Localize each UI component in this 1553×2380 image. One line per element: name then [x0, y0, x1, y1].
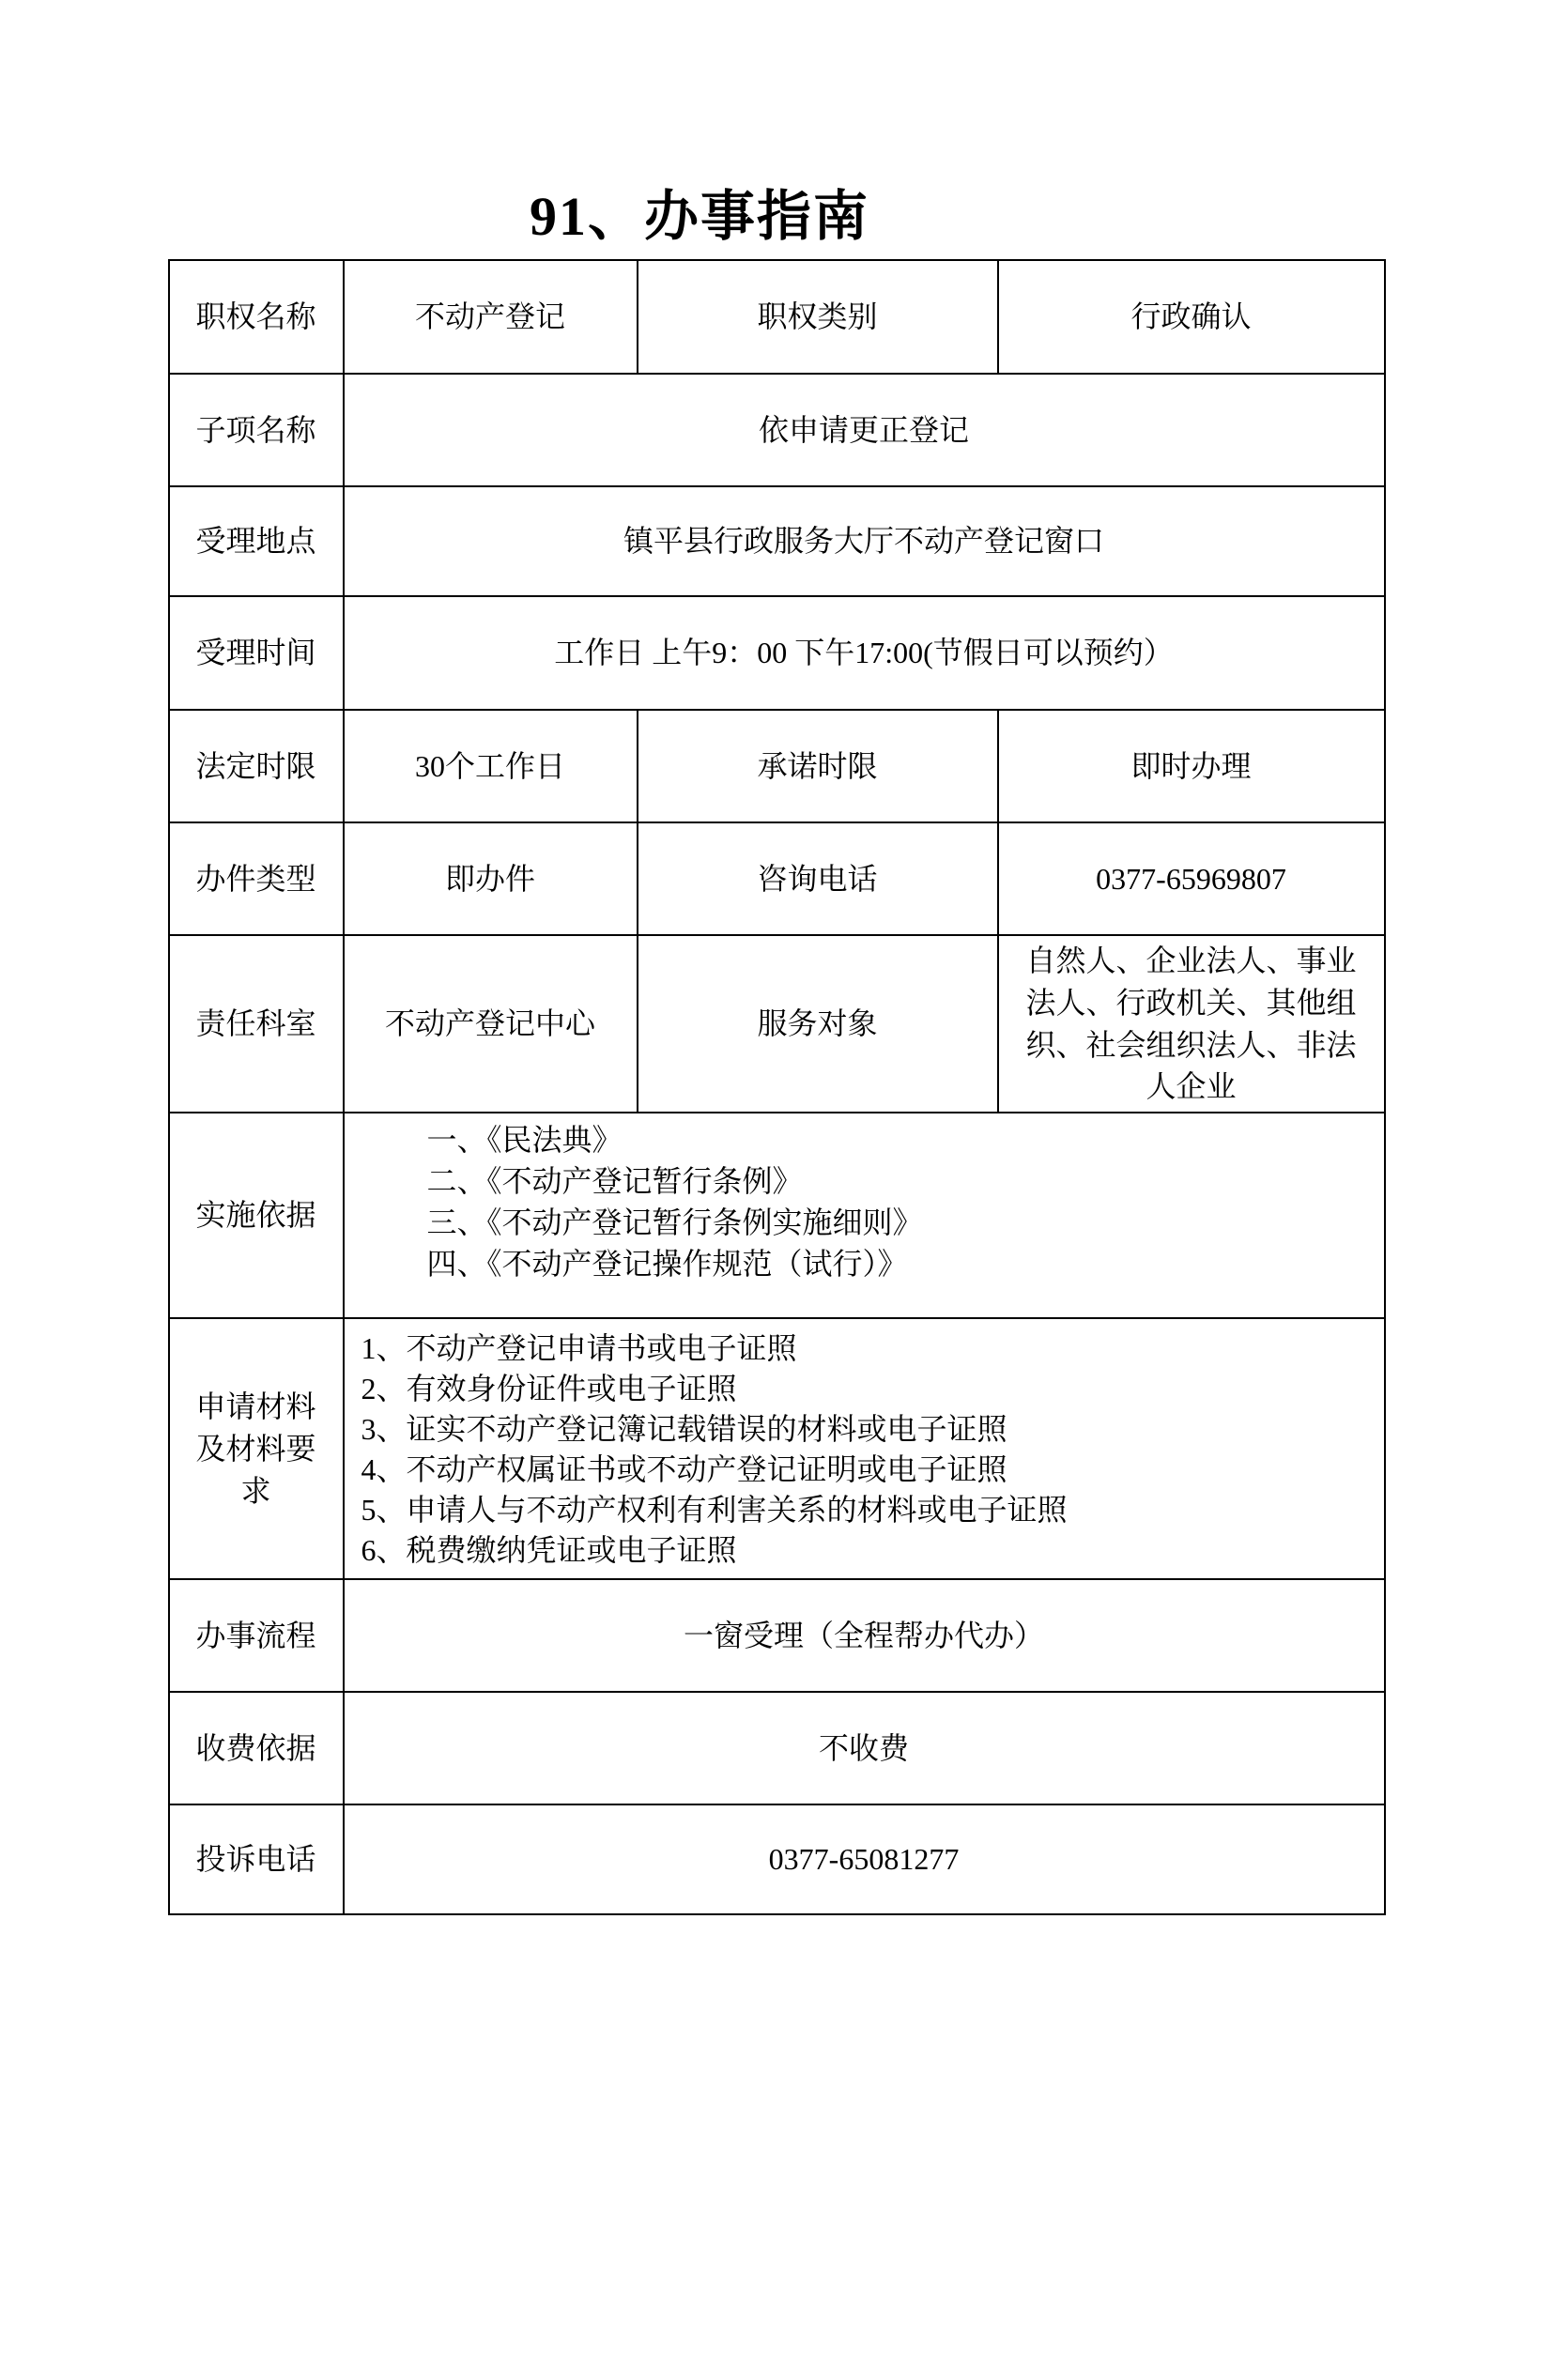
- cell-authority-name-value: 不动产登记: [344, 260, 638, 374]
- list-item: 4、不动产权属证书或不动产登记证明或电子证照: [361, 1452, 1007, 1487]
- title-area: [169, 184, 1385, 250]
- row-label-handling-type: 办件类型: [169, 822, 344, 935]
- row-label-authority-name: 职权名称: [169, 260, 344, 374]
- cell-acceptance-time-value: 工作日 上午9：00 下午17:00(节假日可以预约）: [344, 596, 1385, 710]
- row-label-acceptance-place: 受理地点: [169, 486, 344, 596]
- cell-service-process-value: 一窗受理（全程帮办代办）: [344, 1579, 1385, 1692]
- cell-fee-basis-value: 不收费: [344, 1692, 1385, 1804]
- row-label-responsible-department: 责任科室: [169, 935, 344, 1113]
- list-item: 一、《民法典》: [426, 1123, 623, 1158]
- table-row: [169, 374, 1385, 486]
- cell-implementation-basis-list: [344, 1113, 1385, 1318]
- cell-legal-time-limit-value: 30个工作日: [344, 710, 638, 822]
- cell-authority-type-value: 行政确认: [998, 260, 1385, 374]
- table-row: [169, 935, 1385, 1113]
- row-label-acceptance-time: 受理时间: [169, 596, 344, 710]
- table-row: [169, 486, 1385, 596]
- cell-subitem-name-value: 依申请更正登记: [344, 374, 1385, 486]
- cell-complaint-phone-value: 0377-65081277: [344, 1804, 1385, 1914]
- row-label-promised-time-limit: 承诺时限: [638, 710, 998, 822]
- list-item: 二、《不动产登记暂行条例》: [426, 1164, 803, 1199]
- table-row: [169, 596, 1385, 710]
- list-item: 三、《不动产登记暂行条例实施细则》: [426, 1205, 923, 1240]
- list-item: 3、证实不动产登记簿记载错误的材料或电子证照: [361, 1412, 1007, 1447]
- list-item: 1、不动产登记申请书或电子证照: [361, 1331, 797, 1366]
- row-label-complaint-phone: 投诉电话: [169, 1804, 344, 1914]
- list-item: 5、申请人与不动产权利有利害关系的材料或电子证照: [361, 1493, 1068, 1528]
- cell-handling-type-value: 即办件: [344, 822, 638, 935]
- cell-service-target-value: 自然人、企业法人、事业法人、行政机关、其他组织、社会组织法人、非法人企业: [998, 935, 1385, 1113]
- row-label-service-process: 办事流程: [169, 1579, 344, 1692]
- cell-application-materials-list: [344, 1318, 1385, 1579]
- cell-promised-time-limit-value: 即时办理: [998, 710, 1385, 822]
- table-row: [169, 1579, 1385, 1692]
- row-label-authority-type: 职权类别: [638, 260, 998, 374]
- table-row: [169, 822, 1385, 935]
- row-label-implementation-basis: 实施依据: [169, 1113, 344, 1318]
- list-item: 6、税费缴纳凭证或电子证照: [361, 1533, 737, 1568]
- table-row: [169, 710, 1385, 822]
- cell-acceptance-place-value: 镇平县行政服务大厅不动产登记窗口: [344, 486, 1385, 596]
- row-label-subitem-name: 子项名称: [169, 374, 344, 486]
- list-item: 四、《不动产登记操作规范（试行）》: [426, 1247, 908, 1282]
- cell-inquiry-phone-value: 0377-65969807: [998, 822, 1385, 935]
- list-item: 2、有效身份证件或电子证照: [361, 1372, 737, 1406]
- page-title: 91、办事指南: [529, 186, 869, 247]
- cell-responsible-department-value: 不动产登记中心: [344, 935, 638, 1113]
- row-label-legal-time-limit: 法定时限: [169, 710, 344, 822]
- table-row: [169, 1692, 1385, 1804]
- table-row: [169, 1318, 1385, 1579]
- row-label-service-target: 服务对象: [638, 935, 998, 1113]
- row-label-fee-basis: 收费依据: [169, 1692, 344, 1804]
- row-label-application-materials: 申请材料及材料要求: [169, 1318, 344, 1579]
- table-row: [169, 1804, 1385, 1914]
- table-row: [169, 1113, 1385, 1318]
- row-label-inquiry-phone: 咨询电话: [638, 822, 998, 935]
- table-row: [169, 260, 1385, 374]
- service-guide-table: [168, 259, 1386, 1915]
